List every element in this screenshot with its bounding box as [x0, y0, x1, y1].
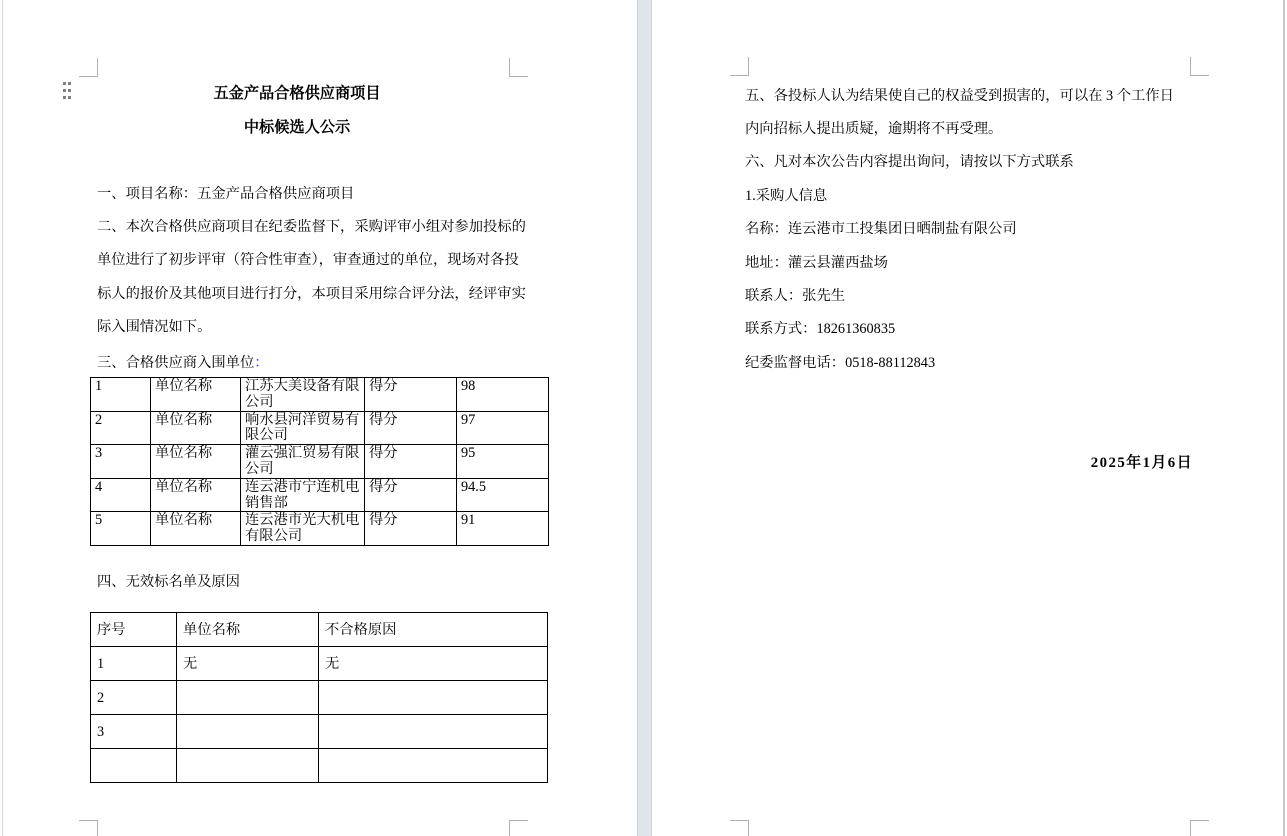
supplier-row: [91, 445, 549, 479]
invalid-reason-cell: 无: [319, 647, 548, 681]
supplier-name-cell: 连云港市光大机电有限公司: [241, 512, 365, 546]
supplier-score-label-cell: 得分: [365, 478, 457, 512]
supplier-name-cell: 灌云强汇贸易有限公司: [241, 445, 365, 479]
body-text-line: 纪委监督电话：0518-88112843: [745, 354, 936, 371]
canvas-right-edge-line: [1283, 0, 1285, 836]
body-text-line: 内向招标人提出质疑，逾期将不再受理。: [745, 121, 1003, 138]
invalid-table-row: [91, 749, 548, 783]
margin-mark-bottom-right-icon: [509, 820, 528, 836]
margin-mark-top-left-icon: [79, 58, 98, 77]
announcement-date: 2025年1月6日: [1090, 455, 1193, 471]
title-line-1: 五金产品合格供应商项目: [213, 84, 381, 102]
section-3-text: 三、合格供应商入围单位: [97, 355, 255, 371]
page-gap: [637, 0, 652, 836]
invalid-seq-cell: 3: [91, 715, 177, 749]
drag-dot: [63, 82, 66, 85]
supplier-unit-label-cell: 单位名称: [151, 378, 241, 412]
supplier-score-label-cell: 得分: [365, 378, 457, 412]
body-text-line: 一、项目名称：五金产品合格供应商项目: [97, 185, 355, 202]
supplier-unit-label-cell: 单位名称: [151, 445, 241, 479]
body-text-line: 六、凡对本次公告内容提出询问，请按以下方式联系: [745, 154, 1074, 171]
supplier-name-cell: 响水县河洋贸易有限公司: [241, 411, 365, 445]
supplier-rank-cell: 5: [91, 512, 151, 546]
body-text-line: 联系方式：18261360835: [745, 321, 896, 338]
body-text-line: 五、各投标人认为结果使自己的权益受到损害的，可以在 3 个工作日: [745, 87, 1174, 104]
supplier-rank-cell: 2: [91, 411, 151, 445]
margin-mark-top-right-icon: [509, 58, 528, 77]
supplier-name-cell: 连云港市宁连机电销售部: [241, 478, 365, 512]
invalid-unit-cell: [177, 681, 319, 715]
supplier-rank-cell: 1: [91, 378, 151, 412]
invalid-bids-table: [90, 612, 548, 783]
body-text-line: 1.采购人信息: [745, 187, 828, 204]
invalid-header-seq: 序号: [91, 613, 177, 647]
invalid-table-header-row: [91, 613, 548, 647]
body-text-line: 联系人：张先生: [745, 288, 846, 305]
invalid-unit-cell: [177, 749, 319, 783]
supplier-score-label-cell: 得分: [365, 512, 457, 546]
supplier-unit-label-cell: 单位名称: [151, 512, 241, 546]
invalid-seq-cell: 1: [91, 647, 177, 681]
margin-mark-top-right-icon: [1190, 57, 1209, 76]
margin-mark-bottom-left-icon: [730, 820, 749, 836]
page1-body-text: [97, 176, 526, 343]
invalid-reason-cell: [319, 749, 548, 783]
supplier-rank-cell: 3: [91, 445, 151, 479]
margin-mark-bottom-left-icon: [79, 820, 98, 836]
body-text-line: 标人的报价及其他项目进行打分，本项目采用综合评分法，经评审实: [97, 285, 526, 302]
drag-dot: [68, 82, 71, 85]
section-3-colon: ：: [254, 355, 269, 371]
supplier-score-label-cell: 得分: [365, 411, 457, 445]
supplier-row: [91, 512, 549, 546]
document-title: [97, 75, 497, 143]
body-text-line: 单位进行了初步评审（符合性审查），审查通过的单位，现场对各投: [97, 252, 519, 269]
margin-mark-top-left-icon: [730, 57, 749, 76]
page-2[interactable]: [652, 0, 1284, 836]
body-text-line: 二、本次合格供应商项目在纪委监督下，采购评审小组对参加投标的: [97, 219, 526, 236]
supplier-name-cell: 江苏大美设备有限公司: [241, 378, 365, 412]
drag-dot: [68, 96, 71, 99]
invalid-header-reason: 不合格原因: [319, 613, 548, 647]
supplier-score-cell: 97: [457, 411, 549, 445]
invalid-seq-cell: 2: [91, 681, 177, 715]
section-4-heading: 四、无效标名单及原因: [97, 574, 240, 590]
canvas-left-edge-line: [2, 0, 3, 836]
invalid-table-row: [91, 647, 548, 681]
supplier-row: [91, 411, 549, 445]
invalid-header-unit: 单位名称: [177, 613, 319, 647]
supplier-score-label-cell: 得分: [365, 445, 457, 479]
supplier-row: [91, 378, 549, 412]
supplier-unit-label-cell: 单位名称: [151, 411, 241, 445]
supplier-score-cell: 95: [457, 445, 549, 479]
invalid-unit-cell: 无: [177, 647, 319, 681]
qualified-suppliers-table: [90, 377, 549, 546]
body-text-line: 地址：灌云县灌西盐场: [745, 254, 888, 271]
supplier-score-cell: 94.5: [457, 478, 549, 512]
body-text-line: 际入围情况如下。: [97, 319, 212, 336]
page2-body-text: [745, 78, 1174, 379]
invalid-unit-cell: [177, 715, 319, 749]
section-3-heading: [97, 352, 269, 372]
supplier-rank-cell: 4: [91, 478, 151, 512]
page-1[interactable]: [0, 0, 637, 836]
invalid-table-row: [91, 715, 548, 749]
drag-dot: [63, 96, 66, 99]
title-line-2: 中标候选人公示: [243, 118, 351, 136]
supplier-score-cell: 98: [457, 378, 549, 412]
supplier-score-cell: 91: [457, 512, 549, 546]
invalid-table-row: [91, 681, 548, 715]
invalid-reason-cell: [319, 715, 548, 749]
invalid-reason-cell: [319, 681, 548, 715]
drag-dot: [63, 89, 66, 92]
supplier-row: [91, 478, 549, 512]
paragraph-drag-handle-icon[interactable]: [63, 82, 71, 99]
body-text-line: 名称：连云港市工投集团日晒制盐有限公司: [745, 221, 1017, 238]
drag-dot: [68, 89, 71, 92]
margin-mark-bottom-right-icon: [1190, 820, 1209, 836]
invalid-seq-cell: [91, 749, 177, 783]
supplier-unit-label-cell: 单位名称: [151, 478, 241, 512]
